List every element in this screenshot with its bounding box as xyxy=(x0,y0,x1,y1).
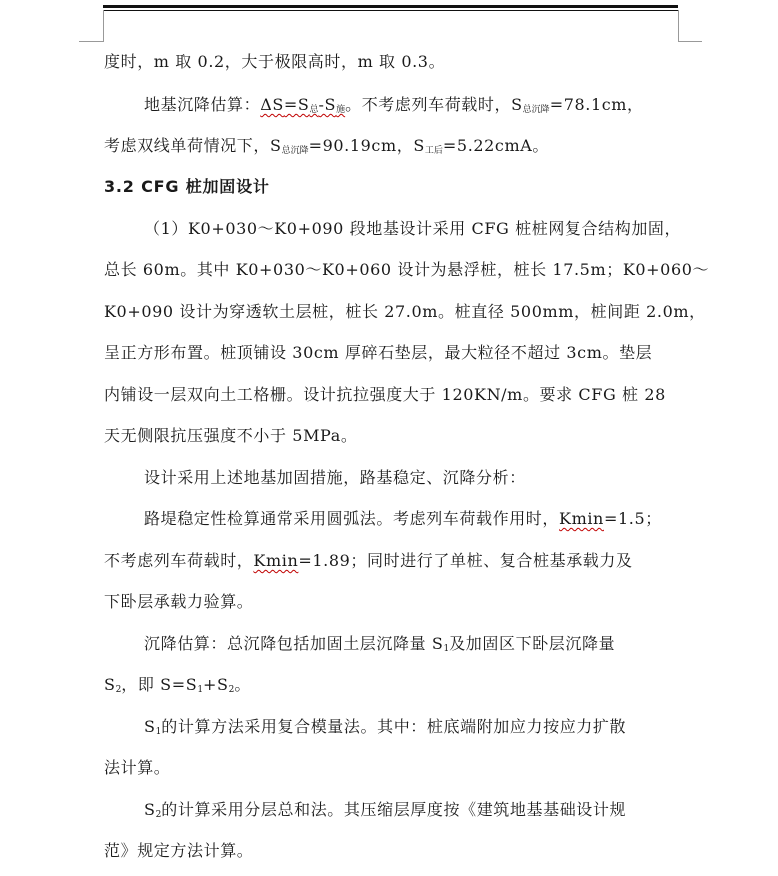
subscript: 施 xyxy=(336,105,346,115)
text-line: 法计算。 xyxy=(104,758,171,777)
text-run xyxy=(260,95,345,114)
text-line xyxy=(144,717,678,742)
subscript: 1 xyxy=(443,644,450,654)
subscript: 2 xyxy=(155,810,162,820)
text-line xyxy=(144,95,678,120)
text-line xyxy=(104,136,678,161)
text-run: =1.89；同时进行了单桩、复合桩基承载力及 xyxy=(298,551,633,570)
text-run: -S xyxy=(318,95,337,114)
text-run: 不考虑列车荷载时， xyxy=(104,551,254,570)
text-line: 范》规定方法计算。 xyxy=(104,841,254,860)
text-run: =78.1cm， xyxy=(549,95,644,114)
text-run: 沉降估算：总沉降包括加固土层沉降量 S xyxy=(144,634,444,653)
text-run: 。 xyxy=(234,675,251,694)
text-run: +S xyxy=(203,675,229,694)
header-rule-thin xyxy=(103,10,678,11)
text-run: 的计算采用分层总和法。其压缩层厚度按《建筑地基基础设计规 xyxy=(161,800,627,819)
text-line xyxy=(144,634,678,659)
text-run: ，即 S=S xyxy=(121,675,198,694)
text-run: =1.5； xyxy=(603,509,662,528)
subscript: 总 xyxy=(309,105,319,115)
text-line: 度时，m 取 0.2，大于极限高时，m 取 0.3。 xyxy=(104,52,446,71)
text-run: =S xyxy=(283,95,310,114)
text-run: Kmin xyxy=(559,509,604,528)
text-line: 总长 60m。其中 K0+030～K0+060 设计为悬浮桩，桩长 17.5m；K0+060～ xyxy=(104,260,710,279)
text-line: 设计采用上述地基加固措施，路基稳定、沉降分析： xyxy=(144,468,526,487)
text-line xyxy=(144,800,678,825)
subscript: 工后 xyxy=(424,146,443,156)
text-line xyxy=(144,509,678,529)
text-run: ΔS xyxy=(260,95,284,114)
crop-mark xyxy=(678,10,679,42)
text-run: 路堤稳定性检算通常采用圆弧法。考虑列车荷载作用时， xyxy=(144,509,560,528)
crop-mark xyxy=(678,41,702,42)
crop-mark xyxy=(103,10,104,42)
text-line xyxy=(104,675,678,700)
text-line: （1）K0+030～K0+090 段地基设计采用 CFG 桩桩网复合结构加固， xyxy=(144,219,682,238)
section-heading: 3.2 CFG 桩加固设计 xyxy=(104,177,270,196)
subscript: 总沉降 xyxy=(522,105,550,115)
text-run: =90.19cm，S xyxy=(308,136,425,155)
text-line: 下卧层承载力验算。 xyxy=(104,592,254,611)
text-run: Kmin xyxy=(253,551,299,570)
subscript: 1 xyxy=(197,685,204,695)
text-line: 天无侧限抗压强度不小于 5MPa。 xyxy=(104,426,358,445)
crop-mark xyxy=(79,41,103,42)
text-run: S xyxy=(104,675,116,694)
text-run: S xyxy=(144,717,156,736)
text-run: 。不考虑列车荷载时，S xyxy=(345,95,523,114)
text-run: 的计算方法采用复合模量法。其中：桩底端附加应力按应力扩散 xyxy=(161,717,627,736)
text-run: =5.22cmA。 xyxy=(442,136,550,155)
text-run: 地基沉降估算： xyxy=(144,95,261,114)
subscript: 2 xyxy=(115,685,122,695)
text-run: S xyxy=(144,800,156,819)
subscript: 总沉降 xyxy=(281,146,309,156)
subscript: 2 xyxy=(228,685,235,695)
text-line: 呈正方形布置。桩顶铺设 30cm 厚碎石垫层，最大粒径不超过 3cm。垫层 xyxy=(104,343,653,362)
header-rule xyxy=(103,5,678,8)
text-line xyxy=(104,551,678,571)
text-line: 内铺设一层双向土工格栅。设计抗拉强度大于 120KN/m。要求 CFG 桩 28 xyxy=(104,385,666,404)
text-line: K0+090 设计为穿透软土层桩，桩长 27.0m。桩直径 500mm，桩间距 2.0m， xyxy=(104,302,706,321)
subscript: 1 xyxy=(155,727,162,737)
text-run: 考虑双线单荷情况下，S xyxy=(104,136,282,155)
text-run: 及加固区下卧层沉降量 xyxy=(449,634,616,653)
